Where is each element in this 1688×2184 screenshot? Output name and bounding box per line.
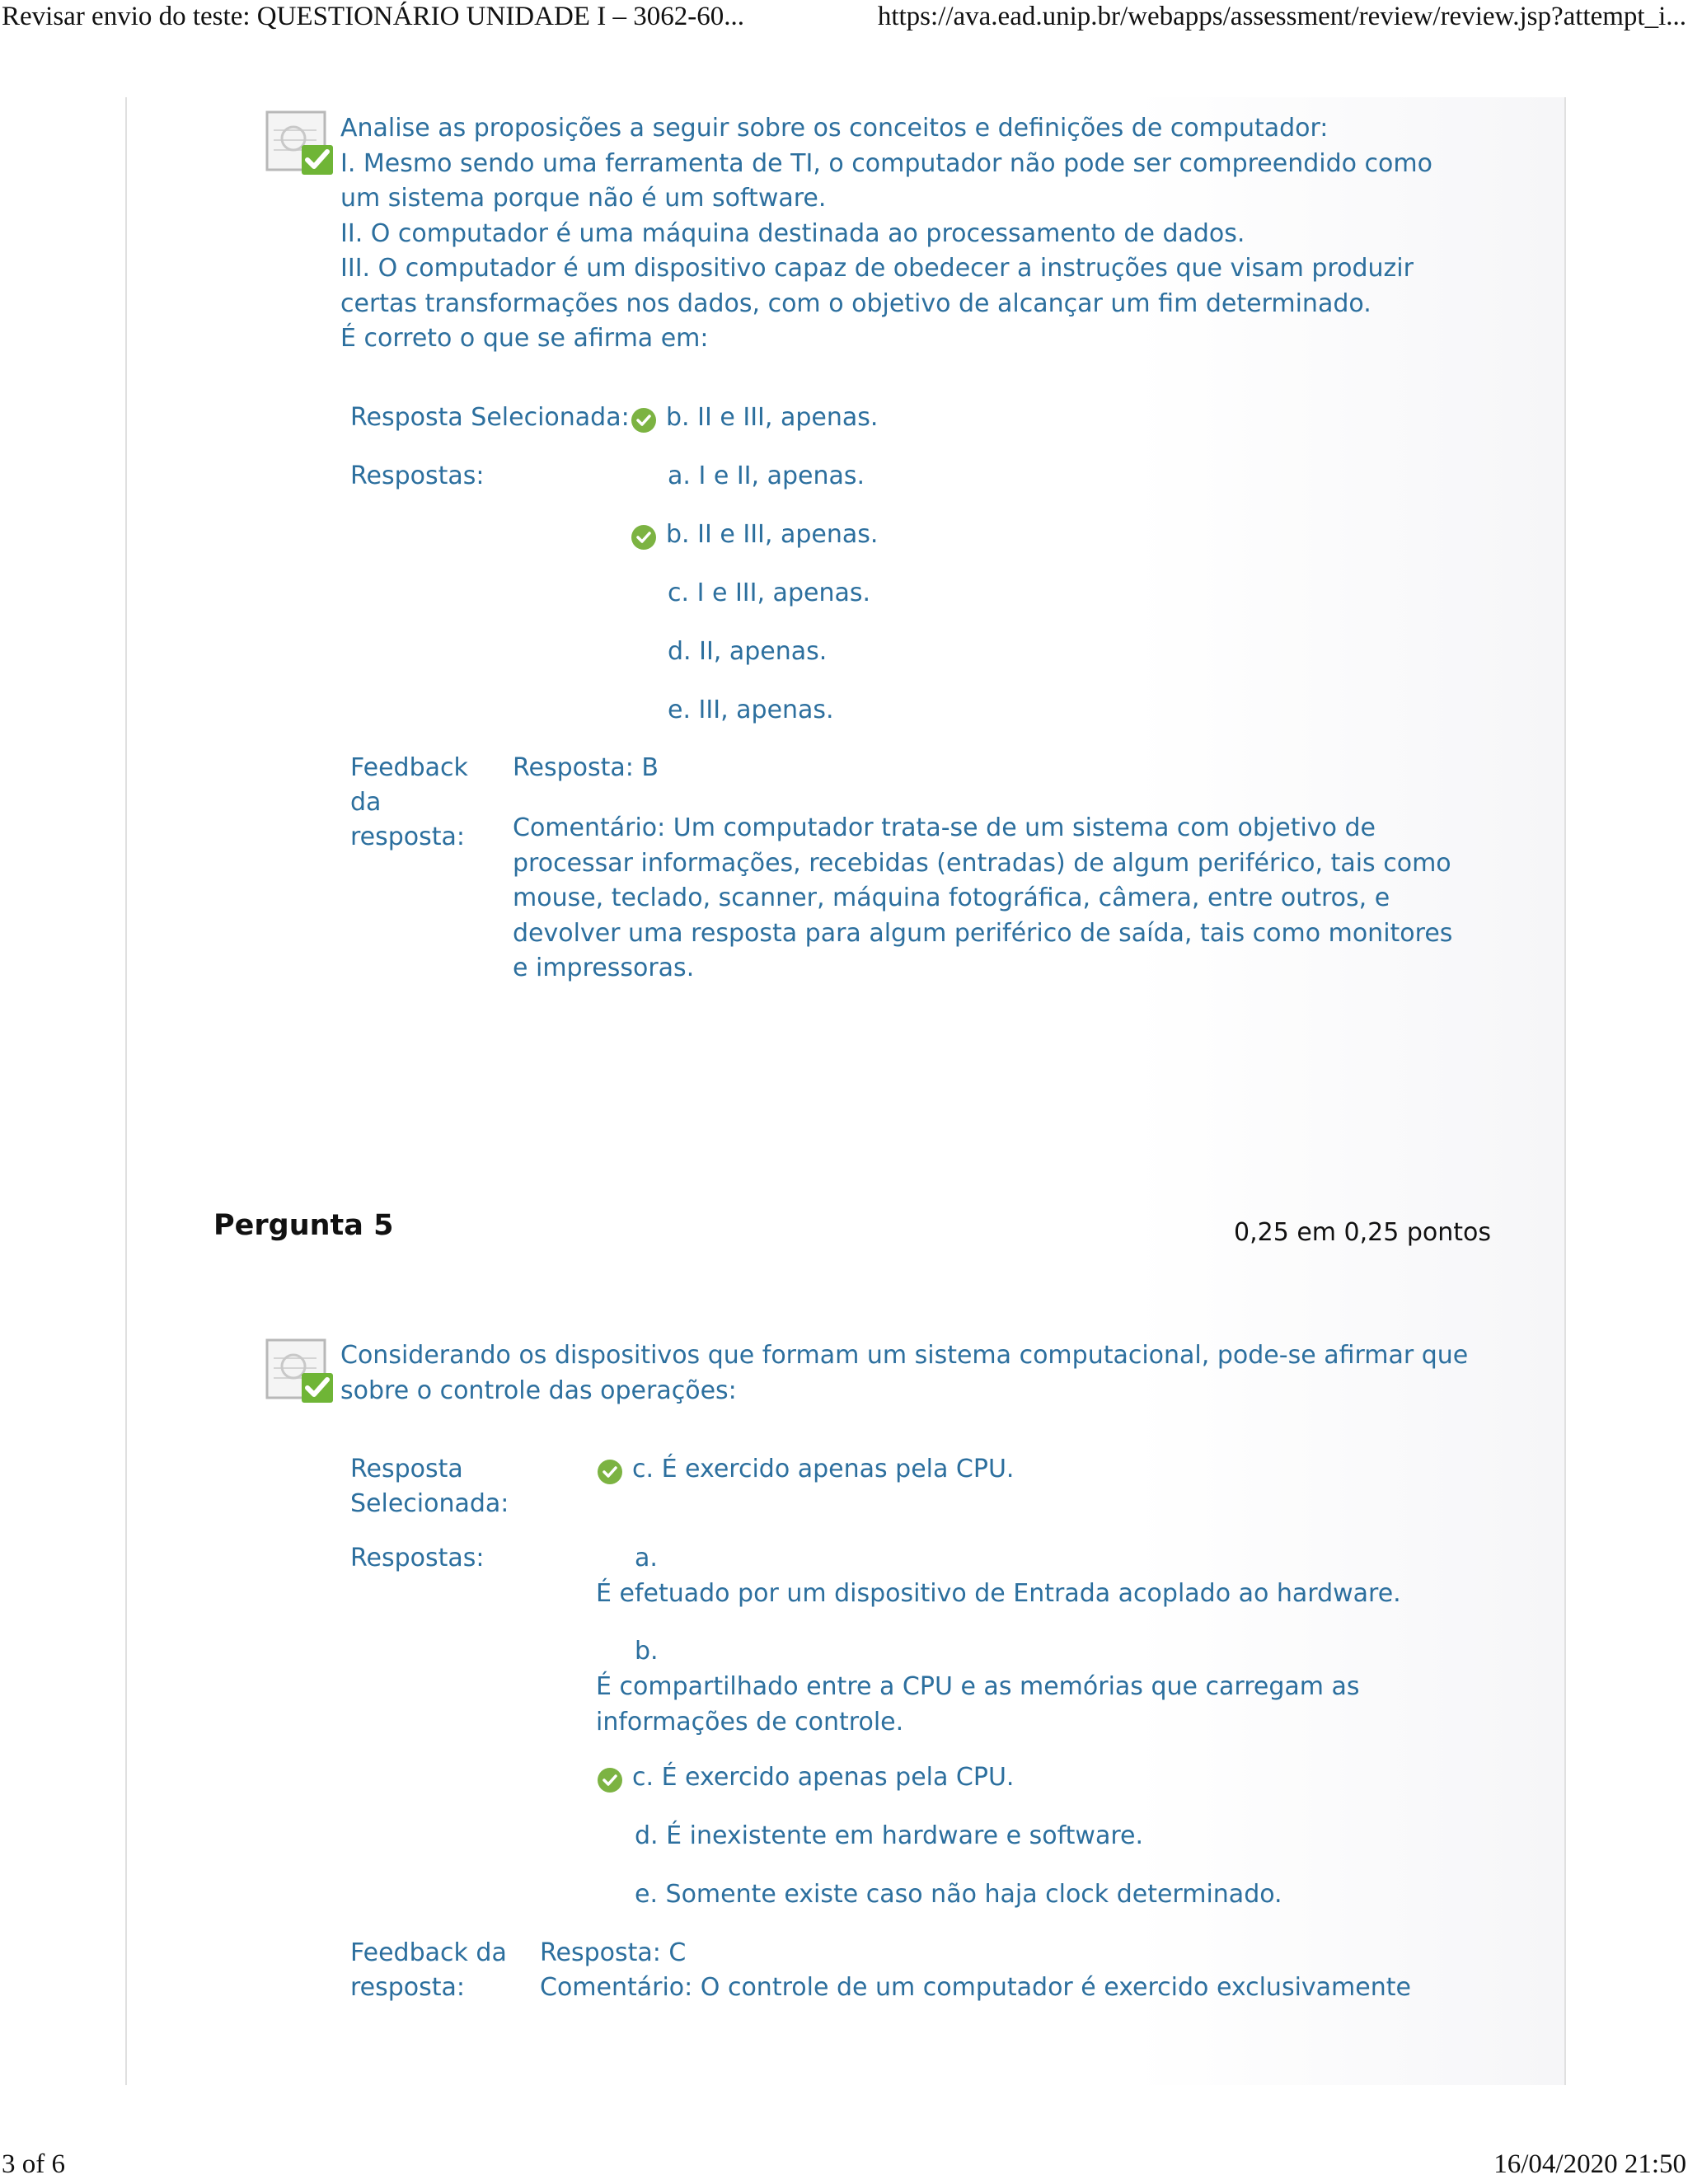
question-text-line: É correto o que se afirma em: xyxy=(340,324,709,353)
correct-answer-icon xyxy=(265,110,335,176)
feedback-label xyxy=(350,1936,507,2005)
question-title: Pergunta 5 xyxy=(213,1209,394,1242)
feedback-comment-line: mouse, teclado, scanner, máquina fotográfica, câmera, entre outros, e xyxy=(513,883,1390,912)
feedback-comment: Comentário: O controle de um computador é exercido exclusivamente xyxy=(540,1973,1411,2002)
question-text-line: II. O computador é uma máquina destinada ao processamento de dados. xyxy=(340,218,1245,248)
question-4-text xyxy=(340,111,1432,357)
selected-answer: c. É exercido apenas pela CPU. xyxy=(632,1455,1015,1483)
check-circle-icon xyxy=(631,524,657,551)
check-circle-icon xyxy=(631,407,657,434)
answer-text-line: informações de controle. xyxy=(596,1707,904,1736)
selected-answer: b. II e III, apenas. xyxy=(666,403,879,432)
feedback-comment-line: e impressoras. xyxy=(513,954,695,982)
feedback-answer: Resposta: C xyxy=(540,1938,687,1967)
feedback-label-line: Feedback xyxy=(350,753,468,782)
question-5-text xyxy=(340,1338,1468,1408)
question-text-line: certas transformações nos dados, com o objetivo de alcançar um fim determinado. xyxy=(340,288,1372,318)
answers-label: Respostas: xyxy=(350,1544,485,1572)
selected-answer-label-line: Resposta xyxy=(350,1455,463,1483)
answer-option-e: e. Somente existe caso não haja clock determinado. xyxy=(635,1880,1282,1909)
answer-option-d: d. II, apenas. xyxy=(668,637,828,666)
answer-option-a: É efetuado por um dispositivo de Entrada acoplado ao hardware. xyxy=(596,1579,1401,1608)
answer-option-b: b. II e III, apenas. xyxy=(666,520,879,549)
pdf-header xyxy=(0,2,1688,38)
answer-option-b xyxy=(596,1670,1360,1740)
answer-option-a: a. I e II, apenas. xyxy=(668,462,865,490)
feedback-label-line: Feedback da xyxy=(350,1938,507,1967)
correct-answer-icon xyxy=(265,1338,335,1404)
pdf-header-url[interactable]: https://ava.ead.unip.br/webapps/assessment/review/review.jsp?attempt_i... xyxy=(877,2,1686,31)
answers-label: Respostas: xyxy=(350,462,485,490)
question-text-line: Considerando os dispositivos que formam um sistema computacional, pode-se afirmar que xyxy=(340,1341,1469,1370)
question-text-line: Analise as proposições a seguir sobre os conceitos e definições de computador: xyxy=(340,114,1329,143)
answer-option-e: e. III, apenas. xyxy=(668,696,834,724)
feedback-label xyxy=(350,751,468,855)
selected-answer-label-line: Selecionada: xyxy=(350,1489,509,1518)
feedback-comment-line: Comentário: Um computador trata-se de um sistema com objetivo de xyxy=(513,813,1376,842)
answer-option-d: d. É inexistente em hardware e software. xyxy=(635,1821,1144,1850)
question-text-line: III. O computador é um dispositivo capaz de obedecer a instruções que visam produzir xyxy=(340,254,1414,283)
answer-option-b-letter: b. xyxy=(635,1637,659,1666)
feedback-label-line: resposta: xyxy=(350,823,466,851)
feedback-answer: Resposta: B xyxy=(513,753,659,782)
check-circle-icon xyxy=(597,1767,623,1793)
question-text-line: I. Mesmo sendo uma ferramenta de TI, o computador não pode ser compreendido como xyxy=(340,148,1432,178)
selected-answer-label: Resposta Selecionada: xyxy=(350,403,630,432)
answer-option-c: c. É exercido apenas pela CPU. xyxy=(632,1763,1015,1792)
question-points: 0,25 em 0,25 pontos xyxy=(1234,1218,1492,1247)
feedback-comment xyxy=(513,811,1452,987)
pdf-page-number: 3 of 6 xyxy=(2,2149,65,2179)
feedback-label-line: resposta: xyxy=(350,1973,466,2002)
question-text-line: um sistema porque não é um software. xyxy=(340,184,827,213)
pdf-footer xyxy=(0,2149,1688,2182)
question-text-line: sobre o controle das operações: xyxy=(340,1376,737,1405)
check-circle-icon xyxy=(597,1459,623,1485)
feedback-label-line: da xyxy=(350,788,382,817)
answer-option-a-letter: a. xyxy=(635,1544,658,1572)
feedback-comment-line: processar informações, recebidas (entradas) de algum periférico, tais como xyxy=(513,848,1451,878)
pdf-header-title: Revisar envio do teste: QUESTIONÁRIO UNIDADE I – 3062-60... xyxy=(2,2,744,31)
pdf-print-datetime: 16/04/2020 21:50 xyxy=(1493,2149,1686,2179)
selected-answer-label xyxy=(350,1452,509,1521)
answer-option-c: c. I e III, apenas. xyxy=(668,579,871,607)
feedback-comment-line: devolver uma resposta para algum periférico de saída, tais como monitores xyxy=(513,918,1453,948)
answer-text-line: É compartilhado entre a CPU e as memórias que carregam as xyxy=(596,1672,1360,1701)
